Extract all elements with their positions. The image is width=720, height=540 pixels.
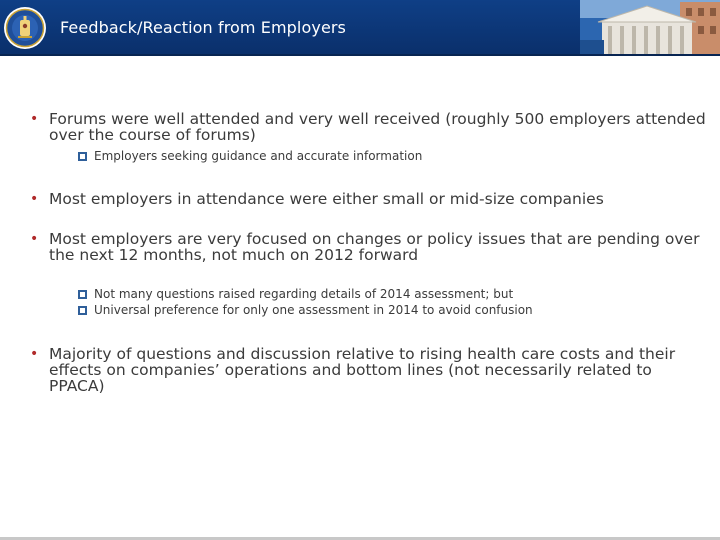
- bullet-marker: •: [30, 346, 39, 362]
- sub-item: [78, 288, 698, 302]
- bullet-text: Majority of questions and discussion relative to rising health care costs and their effects on companies’ operations and bottom lines (not necessarily related to PPACA): [49, 345, 676, 395]
- sub-item: [78, 304, 698, 318]
- page-title: Feedback/Reaction from Employers: [60, 18, 346, 37]
- bullet-text: Most employers in attendance were either small or mid-size companies: [49, 190, 604, 208]
- bullet-text: Forums were well attended and very well received (roughly 500 employers attended over the course of forums): [49, 110, 706, 144]
- state-house-image: [580, 0, 720, 56]
- bullet-marker: •: [30, 111, 39, 127]
- checkbox-bullet-icon: [78, 152, 87, 161]
- sub-item: [78, 150, 698, 164]
- bullet-text: Most employers are very focused on changes or policy issues that are pending over the next 12 months, not much on 2012 forward: [49, 230, 700, 264]
- checkbox-bullet-icon: [78, 306, 87, 315]
- sub-item-text: Not many questions raised regarding details of 2014 assessment; but: [94, 287, 514, 301]
- sub-item-text: Universal preference for only one assessment in 2014 to avoid confusion: [94, 303, 533, 317]
- header-bar: [0, 0, 720, 56]
- sub-item-text: Employers seeking guidance and accurate information: [94, 149, 423, 163]
- bullet-marker: •: [30, 191, 39, 207]
- bullet-marker: •: [30, 231, 39, 247]
- checkbox-bullet-icon: [78, 290, 87, 299]
- state-seal-icon: [3, 6, 47, 50]
